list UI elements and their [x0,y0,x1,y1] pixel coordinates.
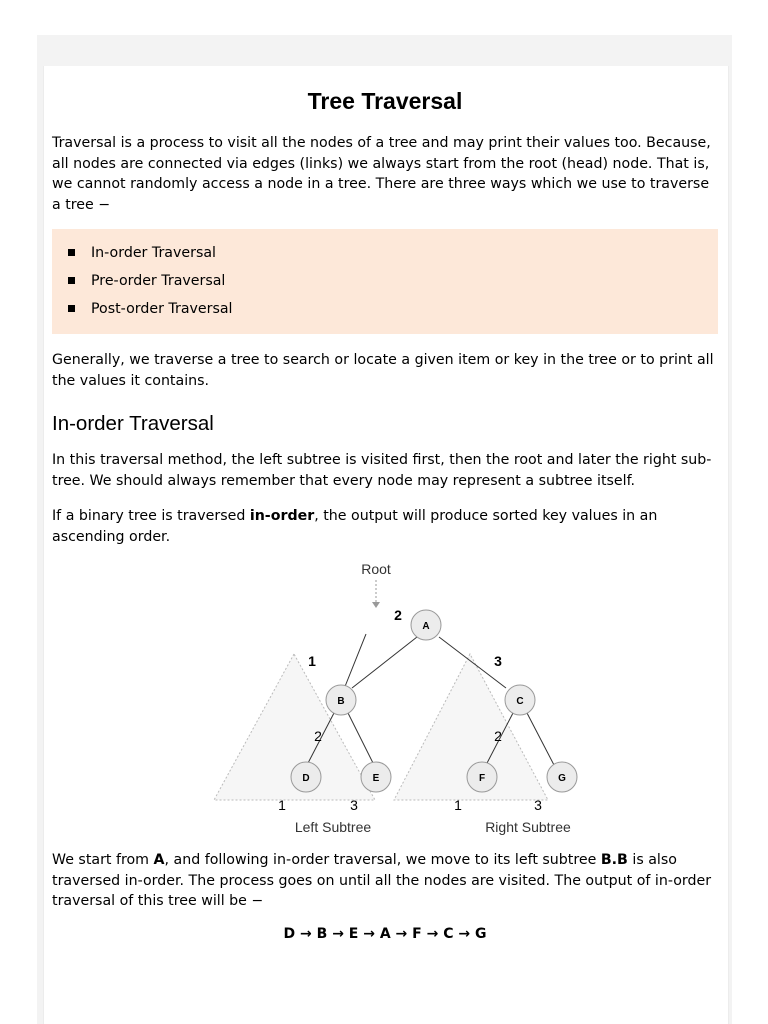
note-text: If a binary tree is traversed [52,508,250,524]
intro-paragraph: Traversal is a process to visit all the nodes of a tree and may print their values too. Because, all nodes are connected via edges (links) we always start from the root (head) node. That is, we cannot randomly access a node in a tree. There are three ways which we use to traverse a tree − [52,135,711,213]
root-label: Root [361,561,391,577]
node-f-label: F [478,773,486,784]
list-item-label: Post-order Traversal [91,301,233,317]
traversal-output: D → B → E → A → F → C → G [283,926,487,942]
list-item [68,271,225,291]
note-text: , the output will produce sorted key values in an ascending order. [52,508,658,545]
edge-root-left [350,704,365,756]
start-paragraph [52,850,718,912]
edge-ab [350,704,414,756]
edge-root-b [349,706,413,757]
note-bold: in-order [249,508,315,524]
bullet-icon [68,305,75,312]
order-d: 1 [278,797,286,813]
order-e: 3 [350,797,358,813]
traversal-list [52,229,718,334]
order-c: 2 [494,728,502,744]
edge-link-b-e [348,713,374,765]
list-item-label: In-order Traversal [91,245,216,261]
start-bold: . [611,852,618,868]
edge-a-to-b [348,706,364,756]
list-item [68,243,216,263]
article-card [43,66,729,1024]
node-c-label: C [516,696,524,707]
start-bold: A [153,852,165,868]
right-subtree-label: Right Subtree [485,819,571,835]
bullet-icon [68,249,75,256]
edge-a-b [342,634,366,694]
inorder-note [52,506,718,547]
start-text: is also traversed in-order. The process goes on until all the nodes are visited. The output of in-order traversal of this tree will be − [52,852,712,909]
order-f: 1 [454,797,462,813]
tree-diagram [202,556,571,836]
node-b-label: B [337,696,345,707]
order-b: 2 [314,728,322,744]
inorder-description: In this traversal method, the left subtree is visited first, then the root and later the right sub-tree. We should always remember that every node may represent a subtree itself. [52,452,712,489]
edge-link-c-g [527,713,554,765]
edge-a-left [349,704,363,757]
node-g-label: G [558,773,566,784]
list-item-label: Pre-order Traversal [91,273,226,289]
node-a-label: A [422,621,430,632]
start-bold: B [600,852,612,868]
section-title: In-order Traversal [52,412,214,435]
node-d-label: D [302,773,310,784]
page-title: Tree Traversal [307,88,463,114]
start-text: We start from [52,852,154,868]
order-g: 3 [534,797,542,813]
node-e-label: E [372,773,380,784]
root-arrowhead [372,602,380,608]
start-text: , and following in-order traversal, we move to its left subtree [164,852,601,868]
order-right-subtree: 3 [494,653,502,669]
left-subtree-label: Left Subtree [294,819,372,835]
order-root: 2 [394,607,402,623]
order-left-subtree: 1 [308,653,316,669]
general-paragraph: Generally, we traverse a tree to search or locate a given item or key in the tree or to print all the values it contains. [52,352,714,389]
start-bold: B [617,852,628,868]
list-item [68,299,233,319]
bullet-icon [68,277,75,284]
